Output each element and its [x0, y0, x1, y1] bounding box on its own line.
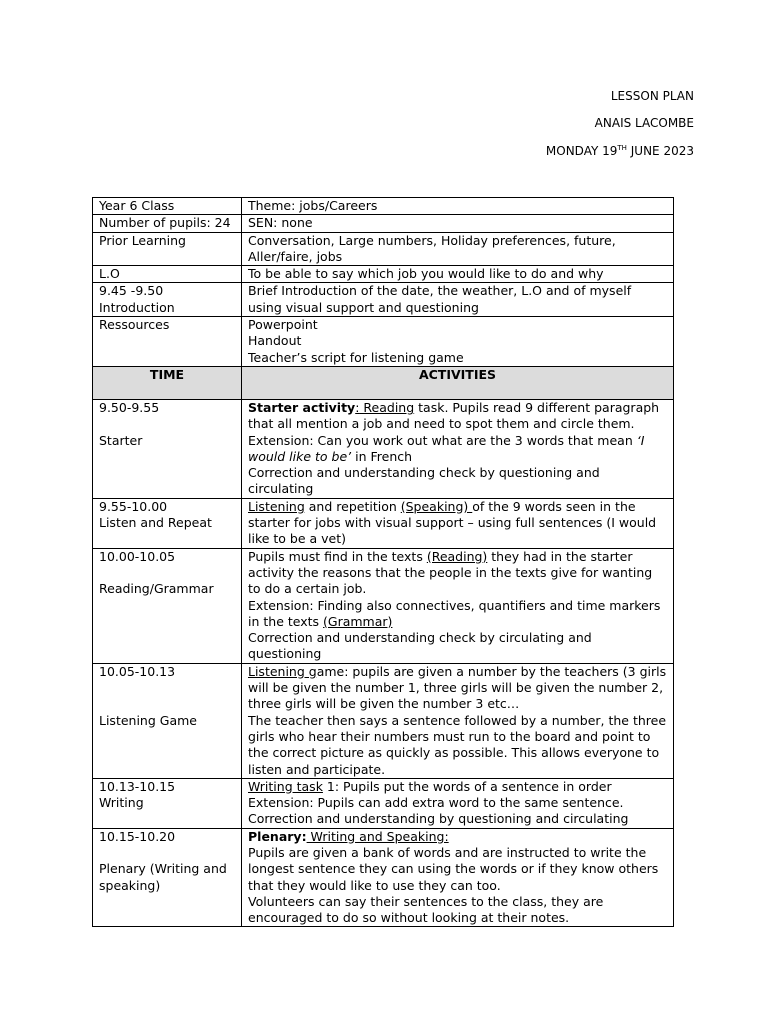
starter-ext-italic: ‘I would like to be’ [248, 432, 645, 464]
cell-listen-time [93, 498, 242, 548]
cell-theme: Theme: jobs/Careers [242, 198, 674, 215]
starter-label: Starter [99, 432, 143, 448]
listen-t2: of the 9 words seen in the starter for jobs with visual support – using full sentences (I would like to be a vet) [248, 498, 657, 547]
cell-class: Year 6 Class [93, 198, 242, 215]
table-header-row [93, 366, 674, 399]
resource-item: Powerpoint [248, 317, 318, 333]
doc-author: ANAIS LACOMBE [594, 116, 694, 130]
table-row [93, 498, 674, 548]
listen-ul1: Listening [248, 498, 305, 514]
table-row [93, 215, 674, 232]
reading-ul1: (Reading) [426, 548, 488, 564]
starter-text: task. Pupils read 9 different paragraph that all mention a job and need to spot them and circle them. [248, 399, 660, 432]
writing-time: 10.13-10.15 [99, 778, 176, 794]
cell-reading-activity [242, 548, 674, 663]
listen-ul2: (Speaking) [400, 498, 473, 514]
starter-bold: Starter activity [248, 399, 356, 415]
cell-resources-label: Ressources [93, 317, 242, 367]
listen-time: 9.55-10.00 [99, 498, 168, 514]
cell-listen-activity [242, 498, 674, 548]
listen-label: Listen and Repeat [99, 515, 212, 531]
cell-intro-time [93, 283, 242, 317]
game-t2: The teacher then says a sentence followed by a number, the three girls who hear their numbers must run to the board and point to the correct picture as quickly as possible. This allows everyone to listen and participate. [248, 712, 667, 777]
table-row [93, 399, 674, 498]
cell-starter-time [93, 399, 242, 498]
cell-reading-time [93, 548, 242, 663]
plenary-t1: Pupils are given a bank of words and are instructed to write the longest sentence they can using the words or if they know others that they would like to use they can too. [248, 844, 659, 893]
starter-time: 9.50-9.55 [99, 399, 160, 415]
table-row [93, 778, 674, 828]
writing-ext: Extension: Pupils can add extra word to the same sentence. [248, 795, 624, 811]
cell-prior-label: Prior Learning [93, 232, 242, 266]
plenary-bold: Plenary: [248, 828, 307, 844]
reading-time: 10.00-10.05 [99, 548, 176, 564]
cell-pupils: Number of pupils: 24 [93, 215, 242, 232]
lesson-plan-table [92, 197, 674, 927]
table-row [93, 317, 674, 367]
plenary-ul1: Writing and Speaking: [306, 828, 449, 844]
writing-t1: 1: Pupils put the words of a sentence in order [322, 778, 612, 794]
cell-plenary-activity [242, 828, 674, 927]
writing-ul1: Writing task [248, 778, 323, 794]
cell-lo-label: L.O [93, 266, 242, 283]
table-row [93, 663, 674, 778]
game-label: Listening Game [99, 712, 197, 728]
date-rest: JUNE 2023 [626, 144, 694, 158]
header-time: TIME [93, 366, 242, 399]
table-row [93, 283, 674, 317]
reading-t1: Pupils must find in the texts [248, 548, 427, 564]
plenary-t2: Volunteers can say their sentences to the class, they are encouraged to do so without looking at their notes. [248, 893, 604, 926]
listen-t1: and repetition [304, 498, 401, 514]
starter-correction: Correction and understanding check by questioning and circulating [248, 465, 600, 497]
cell-prior-value: Conversation, Large numbers, Holiday preferences, future, Aller/faire, jobs [242, 232, 674, 266]
cell-writing-activity [242, 778, 674, 828]
doc-title: LESSON PLAN [610, 89, 694, 103]
plenary-label: Plenary (Writing and speaking) [99, 861, 227, 893]
starter-colon: : [355, 399, 360, 415]
table-row [93, 232, 674, 266]
header-activities: ACTIVITIES [242, 366, 674, 399]
table-row [93, 266, 674, 283]
reading-t2: they had in the starter activity the reasons that the people in the texts give for wanting to do a certain job. [248, 548, 653, 597]
resource-item: Teacher’s script for listening game [248, 349, 464, 365]
cell-plenary-time [93, 828, 242, 927]
date-day: MONDAY 19 [545, 144, 618, 158]
reading-label: Reading/Grammar [99, 581, 214, 597]
plenary-time: 10.15-10.20 [99, 828, 176, 844]
reading-correction: Correction and understanding check by circulating and questioning [248, 630, 592, 662]
cell-game-time [93, 663, 242, 778]
table-row [93, 548, 674, 663]
cell-game-activity [242, 663, 674, 778]
cell-sen: SEN: none [242, 215, 674, 232]
reading-ul2: (Grammar) [323, 613, 393, 629]
cell-writing-time [93, 778, 242, 828]
cell-intro-value: Brief Introduction of the date, the weather, L.O and of myself using visual support and questioning [242, 283, 674, 317]
writing-label: Writing [99, 795, 144, 811]
cell-lo-value: To be able to say which job you would like to do and why [242, 266, 674, 283]
starter-reading: Reading [359, 399, 415, 415]
cell-resources-list [242, 317, 674, 367]
cell-starter-activity [242, 399, 674, 498]
table-row [93, 828, 674, 927]
date-suffix: TH [617, 144, 627, 152]
writing-correction: Correction and understanding by questioning and circulating [248, 811, 629, 827]
starter-ext-pre: Extension: Can you work out what are the 3 words that mean [248, 432, 637, 448]
intro-label: Introduction [99, 299, 175, 315]
game-time: 10.05-10.13 [99, 663, 176, 679]
reading-ext: Extension: Finding also connectives, quantifiers and time markers in the texts [248, 597, 661, 629]
game-t1: ame: pupils are given a number by the teachers (3 girls will be given the number 1, three girls will be given the number 2, three girls will be given the number 3 etc… [248, 663, 667, 712]
resource-item: Handout [248, 333, 302, 349]
table-row [93, 198, 674, 215]
game-ul1: Listening g [248, 663, 317, 679]
doc-date [546, 144, 694, 158]
intro-time: 9.45 -9.50 [99, 283, 164, 299]
starter-ext-post: in French [351, 448, 413, 464]
